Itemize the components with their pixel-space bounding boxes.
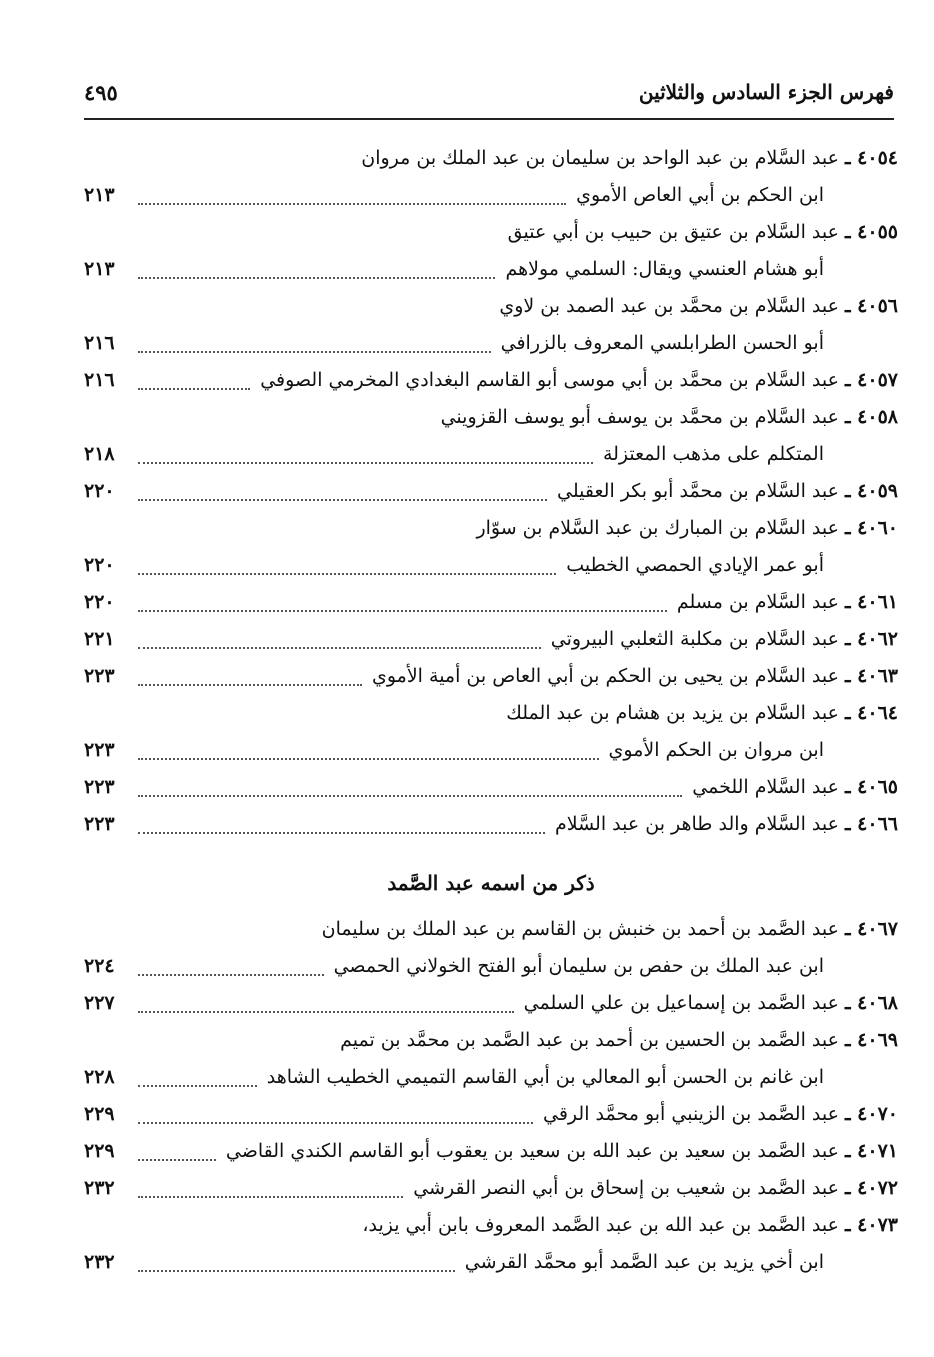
entry-number: ٤٠٦١ ـ [844,591,898,613]
entry-number: ٤٠٧٢ ـ [844,1177,898,1199]
index-entry [84,911,898,948]
leader-dots [138,388,250,390]
index-entry [84,985,898,1022]
entry-page-number: ٢١٦ [84,369,115,391]
entry-page-number: ٢٢٨ [84,1066,115,1088]
entry-page-number: ٢٢٣ [84,739,115,761]
entry-page-number: ٢٢٩ [84,1103,115,1125]
entry-number: ٤٠٦٣ ـ [844,665,898,687]
leader-dots [138,1270,455,1272]
index-list-abd-al-samad [84,911,898,1281]
entry-number: ٤٠٥٨ ـ [844,406,898,428]
leader-dots [138,758,599,760]
entry-name: عبد السَّلام بن يحيى بن الحكم بن أبي العاص بن أمية الأموي [371,665,839,687]
index-entry [84,732,898,769]
entry-page-number: ٢٢٠ [84,480,115,502]
entry-name: عبد السَّلام بن محمَّد أبو بكر العقيلي [557,480,839,502]
entry-name: عبد الصَّمد بن عبد الله بن عبد الصَّمد المعروف بابن أبي يزيد، [362,1214,839,1236]
entry-continuation: المتكلم على مذهب المعتزلة [602,443,824,465]
leader-dots [138,610,667,612]
entry-name: عبد الصَّمد بن الزينبي أبو محمَّد الرقي [543,1103,839,1125]
entry-name: عبد الصَّمد بن شعيب بن إسحاق بن أبي النصر القرشي [413,1177,839,1199]
entry-name: عبد الصَّمد بن أحمد بن خنبش بن القاسم بن عبد الملك بن سليمان [321,918,839,940]
index-entry [84,288,898,325]
entry-continuation: أبو عمر الإيادي الحمصي الخطيب [566,554,824,576]
entry-number: ٤٠٥٤ ـ [844,147,898,169]
entry-page-number: ٢١٣ [84,258,115,280]
running-title: فهرس الجزء السادس والثلاثين [638,80,894,104]
entry-continuation: أبو هشام العنسي ويقال: السلمي مولاهم [505,258,824,280]
index-entry [84,399,898,436]
entry-name: عبد السَّلام بن مسلم [676,591,839,613]
index-list-abd-al-salam [84,140,898,843]
index-content [84,140,898,1281]
leader-dots [138,1011,514,1013]
leader-dots [138,795,682,797]
entry-page-number: ٢٣٢ [84,1177,115,1199]
index-entry [84,140,898,177]
entry-number: ٤٠٦٧ ـ [844,918,898,940]
entry-number: ٤٠٧٠ ـ [844,1103,898,1125]
entry-number: ٤٠٥٩ ـ [844,480,898,502]
index-entry [84,325,898,362]
index-entry [84,362,898,399]
entry-name: عبد السَّلام بن محمَّد بن يوسف أبو يوسف القزويني [440,406,839,428]
entry-page-number: ٢٢٧ [84,992,115,1014]
entry-page-number: ٢٢٠ [84,554,115,576]
entry-page-number: ٢٢٠ [84,591,115,613]
index-entry [84,1170,898,1207]
leader-dots [138,499,547,501]
entry-page-number: ٢٢٣ [84,776,115,798]
leader-dots [138,974,324,976]
index-entry [84,695,898,732]
entry-number: ٤٠٦٩ ـ [844,1029,898,1051]
index-entry [84,473,898,510]
entry-name: عبد السَّلام بن مكلبة الثعلبي البيروتي [550,628,839,650]
leader-dots [138,684,362,686]
index-entry [84,948,898,985]
entry-number: ٤٠٥٧ ـ [844,369,898,391]
leader-dots [138,647,541,649]
leader-dots [138,1085,257,1087]
index-entry [84,547,898,584]
entry-number: ٤٠٦٤ ـ [844,702,898,724]
page-number: ٤٩٥ [84,80,118,105]
index-entry [84,436,898,473]
leader-dots [138,462,593,464]
entry-page-number: ٢٢٤ [84,955,115,977]
entry-page-number: ٢٣٢ [84,1251,115,1273]
entry-page-number: ٢١٨ [84,443,115,465]
entry-continuation: ابن أخي يزيد بن عبد الصَّمد أبو محمَّد القرشي [464,1251,824,1273]
entry-number: ٤٠٦٢ ـ [844,628,898,650]
page-header [84,78,894,120]
index-entry [84,1133,898,1170]
index-entry [84,177,898,214]
entry-number: ٤٠٦٦ ـ [844,813,898,835]
entry-name: عبد السَّلام بن محمَّد بن أبي موسى أبو القاسم البغدادي المخرمي الصوفي [260,369,839,391]
leader-dots [138,351,491,353]
entry-name: عبد السَّلام اللخمي [692,776,839,798]
entry-page-number: ٢١٦ [84,332,115,354]
entry-continuation: ابن مروان بن الحكم الأموي [608,739,824,761]
section-heading: ذكر من اسمه عبد الصَّمد [387,871,595,895]
entry-number: ٤٠٥٦ ـ [844,295,898,317]
entry-continuation: أبو الحسن الطرابلسي المعروف بالزرافي [500,332,824,354]
leader-dots [138,277,495,279]
leader-dots [138,832,545,834]
entry-name: عبد السَّلام والد طاهر بن عبد السَّلام [554,813,839,835]
leader-dots [138,203,566,205]
index-entry [84,1096,898,1133]
entry-page-number: ٢٢٣ [84,665,115,687]
index-entry [84,806,898,843]
entry-number: ٤٠٥٥ ـ [844,221,898,243]
entry-name: عبد الصَّمد بن سعيد بن عبد الله بن سعيد بن يعقوب أبو القاسم الكندي القاضي [225,1140,839,1162]
entry-page-number: ٢٢٣ [84,813,115,835]
entry-number: ٤٠٧٣ ـ [844,1214,898,1236]
index-entry [84,214,898,251]
entry-number: ٤٠٧١ ـ [844,1140,898,1162]
index-entry [84,584,898,621]
entry-name: عبد السَّلام بن عبد الواحد بن سليمان بن عبد الملك بن مروان [361,147,839,169]
entry-page-number: ٢٢١ [84,628,115,650]
index-entry [84,769,898,806]
leader-dots [138,1196,403,1198]
entry-continuation: ابن عبد الملك بن حفص بن سليمان أبو الفتح الخولاني الحمصي [333,955,824,977]
entry-page-number: ٢٢٩ [84,1140,115,1162]
leader-dots [138,1159,216,1161]
leader-dots [138,1122,533,1124]
entry-name: عبد الصَّمد بن الحسين بن أحمد بن عبد الصَّمد بن محمَّد بن تميم [340,1029,839,1051]
index-entry [84,621,898,658]
entry-name: عبد الصَّمد بن إسماعيل بن علي السلمي [523,992,839,1014]
leader-dots [138,573,556,575]
entry-name: عبد السَّلام بن المبارك بن عبد السَّلام بن سوّار [476,517,839,539]
index-entry [84,1059,898,1096]
entry-name: عبد السَّلام بن عتيق بن حبيب بن أبي عتيق [507,221,839,243]
index-entry [84,510,898,547]
entry-continuation: ابن غانم بن الحسن أبو المعالي بن أبي القاسم التميمي الخطيب الشاهد [266,1066,824,1088]
index-entry [84,658,898,695]
index-entry [84,1207,898,1244]
entry-page-number: ٢١٣ [84,184,115,206]
index-entry [84,251,898,288]
index-entry [84,1244,898,1281]
entry-continuation: ابن الحكم بن أبي العاص الأموي [576,184,824,206]
index-entry [84,1022,898,1059]
entry-name: عبد السَّلام بن يزيد بن هشام بن عبد الملك [506,702,839,724]
entry-number: ٤٠٦٨ ـ [844,992,898,1014]
entry-number: ٤٠٦٥ ـ [844,776,898,798]
entry-name: عبد السَّلام بن محمَّد بن عبد الصمد بن لاوي [499,295,839,317]
entry-number: ٤٠٦٠ ـ [844,517,898,539]
